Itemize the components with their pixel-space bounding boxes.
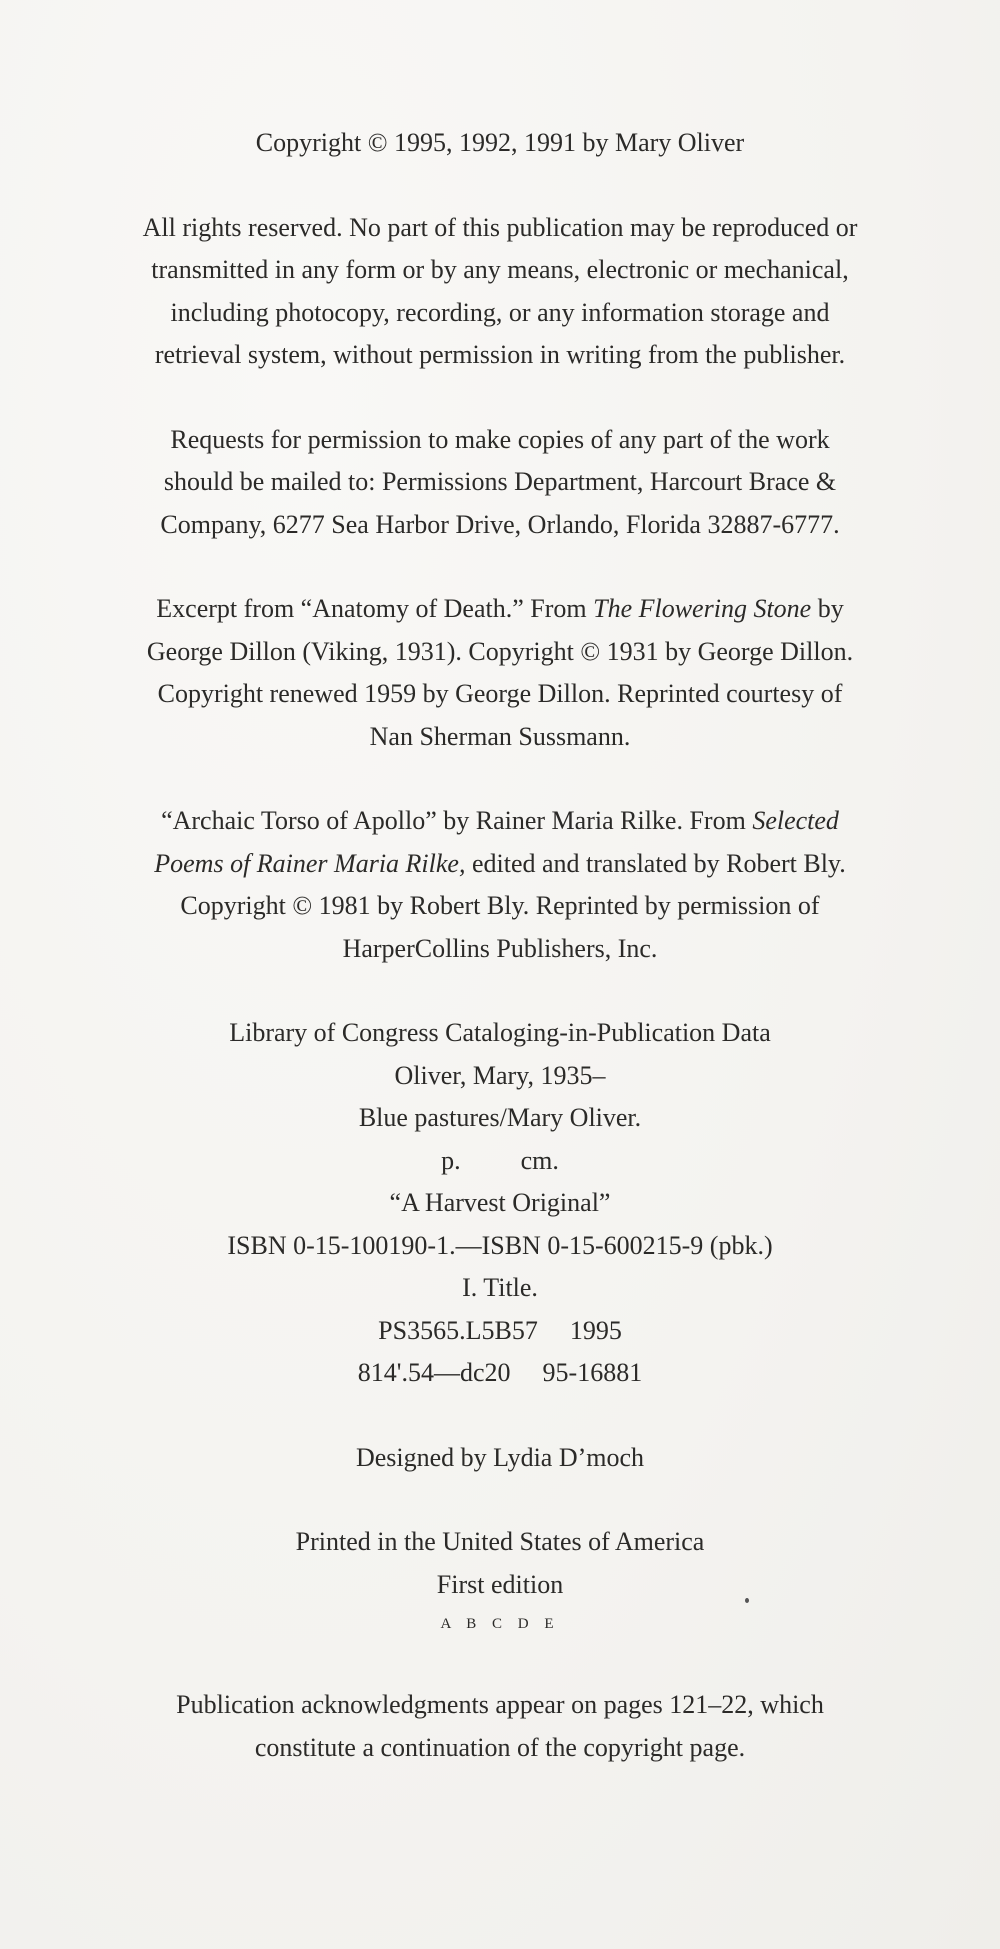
cip-author: Oliver, Mary, 1935–	[394, 1060, 606, 1090]
cip-subject: I. Title.	[462, 1273, 538, 1302]
cip-note: “A Harvest Original”	[389, 1188, 611, 1217]
cataloging-data	[50, 1012, 950, 1395]
excerpt-text: edited and translated by Robert Bly.	[465, 848, 846, 878]
ink-speck	[745, 1598, 749, 1603]
excerpt-credit-rilke	[50, 800, 950, 970]
rights-line: All rights reserved. No part of this publication may be reproduced or	[142, 212, 858, 242]
book-title: Selected	[752, 806, 839, 835]
printed-country: Printed in the United States of America	[295, 1527, 705, 1556]
rights-line: retrieval system, without permission in writing from the publisher.	[154, 340, 846, 369]
rights-paragraph	[50, 207, 950, 377]
excerpt-line: Nan Sherman Sussmann.	[369, 721, 631, 751]
cip-isbn: ISBN 0-15-100190-1.—ISBN 0-15-600215-9 (pbk.)	[227, 1230, 773, 1260]
permissions-line: should be mailed to: Permissions Department, Harcourt Brace &	[163, 467, 837, 496]
cip-physical	[50, 1140, 950, 1183]
excerpt-line	[50, 843, 950, 886]
excerpt-credit-dillon	[50, 588, 950, 758]
rights-line: transmitted in any form or by any means, electronic or mechanical,	[151, 255, 849, 284]
print-line-letters: A B C D E	[440, 1616, 560, 1632]
rights-line: including photocopy, recording, or any information storage and	[170, 297, 830, 327]
acknowledgments-line: Publication acknowledgments appear on pages 121–22, which	[176, 1690, 824, 1719]
excerpt-line: George Dillon (Viking, 1931). Copyright © 1931 by George Dillon.	[146, 636, 854, 666]
cip-lc-year: 1995	[569, 1315, 622, 1345]
excerpt-text: Excerpt from “Anatomy of Death.” From	[156, 594, 594, 623]
cip-dewey-line	[50, 1352, 950, 1395]
cip-pages: p.	[441, 1145, 461, 1175]
excerpt-line	[50, 800, 950, 843]
book-title: The Flowering Stone	[593, 594, 812, 623]
excerpt-text: “Archaic Torso of Apollo” by Rainer Maria Rilke. From	[161, 806, 753, 835]
acknowledgments-line: constitute a continuation of the copyright page.	[254, 1732, 746, 1762]
excerpt-text: by	[811, 594, 844, 623]
cip-heading: Library of Congress Cataloging-in-Publication Data	[229, 1018, 771, 1047]
cip-size: cm.	[520, 1145, 559, 1175]
designer-text: Designed by Lydia D’moch	[355, 1442, 645, 1472]
cip-lccn: 95-16881	[542, 1358, 643, 1387]
excerpt-line	[50, 588, 950, 631]
acknowledgments-note	[50, 1684, 950, 1769]
permissions-paragraph	[50, 419, 950, 547]
book-title: Poems of Rainer Maria Rilke,	[154, 848, 466, 878]
excerpt-line: Copyright © 1981 by Robert Bly. Reprinted by permission of	[180, 891, 820, 920]
cip-lc-class	[50, 1310, 950, 1353]
copyright-text: Copyright © 1995, 1992, 1991 by Mary Oliver	[255, 128, 745, 157]
cip-dewey: 814'.54—dc20	[357, 1358, 511, 1387]
cip-title: Blue pastures/Mary Oliver.	[358, 1103, 642, 1132]
excerpt-line: Copyright renewed 1959 by George Dillon. Reprinted courtesy of	[157, 679, 843, 708]
designer-credit	[50, 1437, 950, 1480]
excerpt-line: HarperCollins Publishers, Inc.	[342, 933, 658, 963]
copyright-notice	[50, 122, 950, 165]
permissions-line: Company, 6277 Sea Harbor Drive, Orlando, Florida 32887-6777.	[160, 509, 840, 539]
printing-info	[50, 1521, 950, 1642]
edition: First edition	[436, 1569, 564, 1599]
permissions-line: Requests for permission to make copies of any part of the work	[170, 424, 830, 454]
cip-lc-number: PS3565.L5B57	[378, 1315, 538, 1345]
